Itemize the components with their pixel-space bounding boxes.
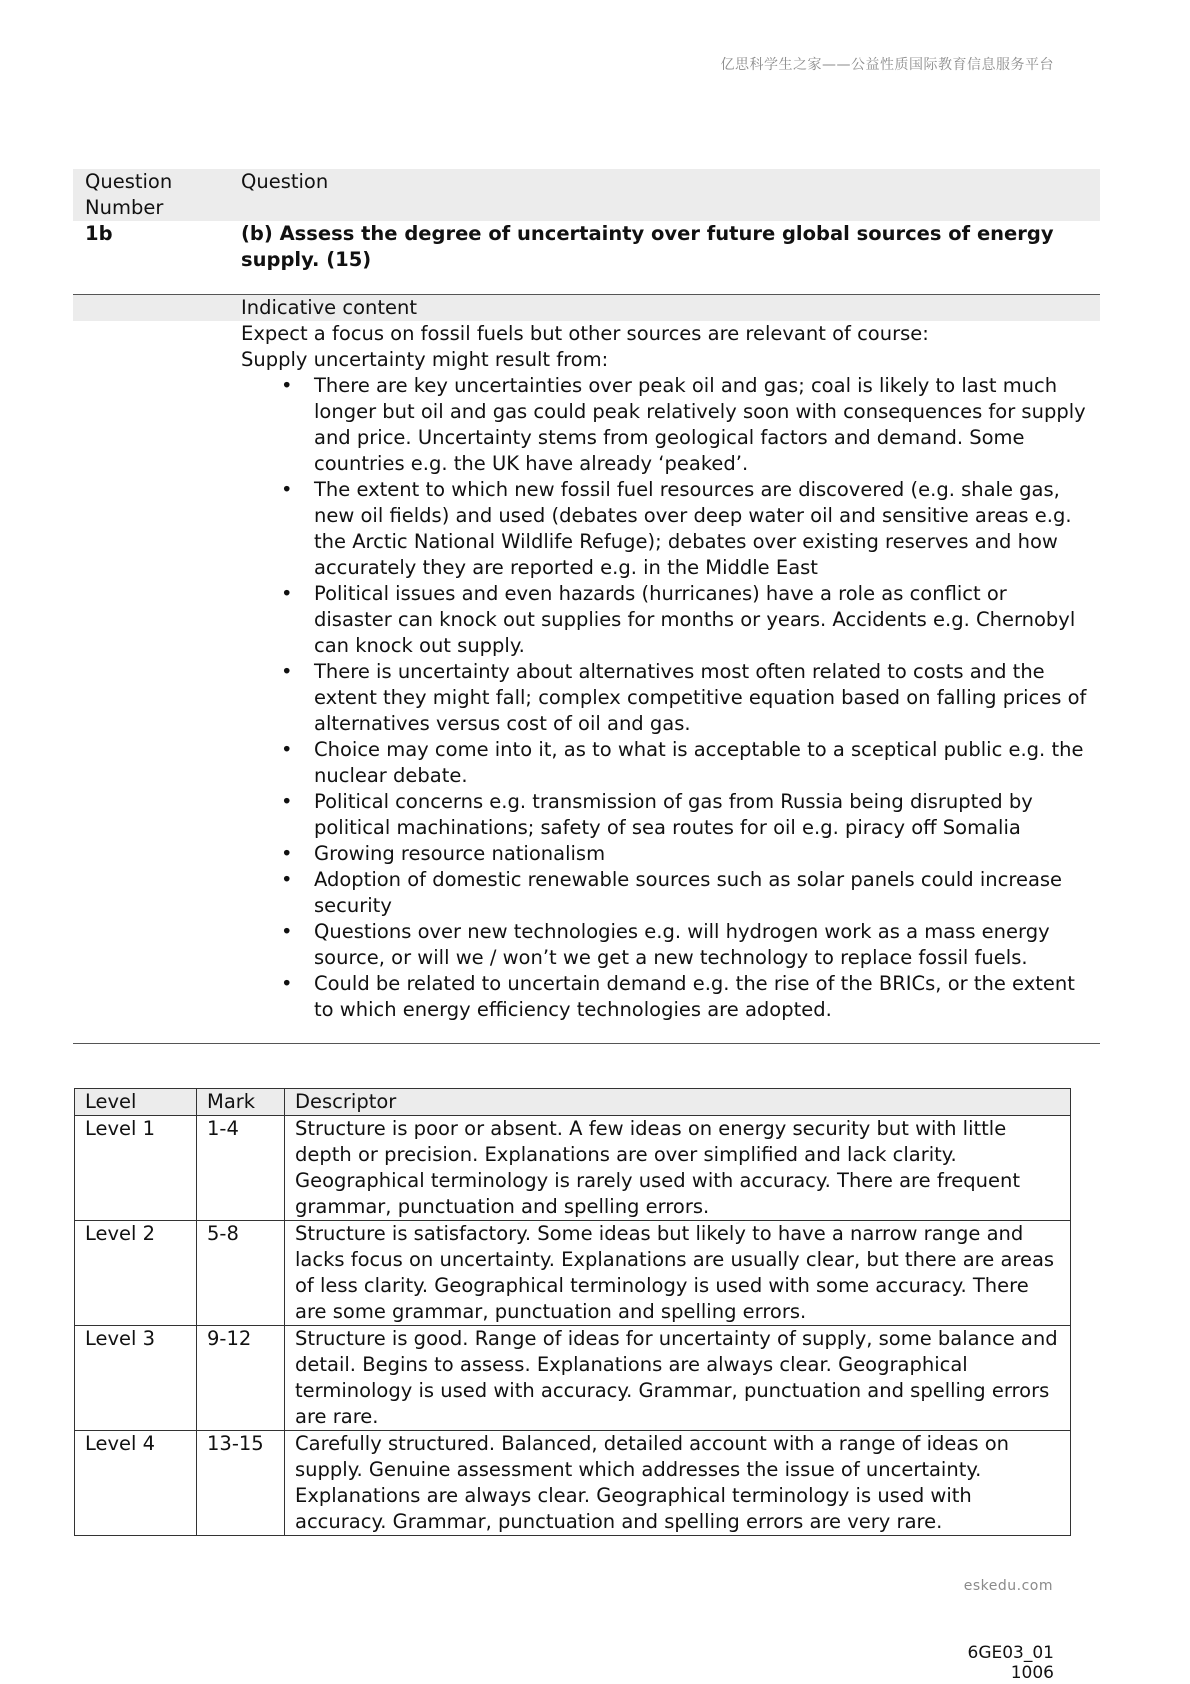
bullet-icon: • [281,842,293,865]
list-item: • Political concerns e.g. transmission of gas from Russia being disrupted by political machinations; safety of sea routes for oil e.g. piracy off Somalia [281,790,1033,839]
table-row [75,1431,1071,1536]
mark-cell: 9-12 [197,1326,285,1431]
mark-cell: 5-8 [197,1221,285,1326]
question-table [73,169,1100,1044]
bullet-icon: • [281,920,293,943]
footer-site-text: eskedu.com [963,1578,1053,1594]
question-number-header: Question Number [85,170,173,219]
table-row [75,1326,1071,1431]
list-item: • The extent to which new fossil fuel resources are discovered (e.g. shale gas, new oil fields) and used (debates over deep water oil and sensitive areas e.g. the Arctic National Wildlife Refuge); debates over existing reserves and how accurately they are reported e.g. in the Middle East [281,478,1072,579]
intro-line: Expect a focus on fossil fuels but other sources are relevant of course: [241,322,929,345]
bullet-icon: • [281,972,293,995]
bullet-icon: • [281,738,293,761]
level-cell: Level 1 [75,1116,197,1221]
list-item: • Could be related to uncertain demand e.g. the rise of the BRICs, or the extent to which energy efficiency technologies are adopted. [281,972,1075,1021]
descriptor-column-header: Descriptor [285,1089,1071,1116]
mark-cell: 1-4 [197,1116,285,1221]
level-cell: Level 4 [75,1431,197,1536]
question-header-row [73,169,1100,221]
level-column-header: Level [75,1089,197,1116]
table-row [75,1221,1071,1326]
question-text: (b) Assess the degree of uncertainty over future global sources of energy supply. (15) [241,222,1054,271]
bullet-icon: • [281,582,293,605]
bullet-icon: • [281,868,293,891]
paper-code: 6GE03_01 [967,1643,1054,1663]
list-item: • Political issues and even hazards (hurricanes) have a role as conflict or disaster can knock out supplies for months or years. Accidents e.g. Chernobyl can knock out supply. [281,582,1076,657]
list-item: • There is uncertainty about alternatives most often related to costs and the extent they might fall; complex competitive equation based on falling prices of alternatives versus cost of oil and gas. [281,660,1087,735]
intro-line: Supply uncertainty might result from: [241,348,609,371]
mark-column-header: Mark [197,1089,285,1116]
descriptor-cell: Structure is good. Range of ideas for uncertainty of supply, some balance and detail. Begins to assess. Explanations are always clear. Geographical terminology is used with accuracy. Grammar, punctuation and spelling errors are rare. [285,1326,1071,1431]
descriptor-cell: Structure is poor or absent. A few ideas on energy security but with little depth or precision. Explanations are over simplified and lack clarity. Geographical terminology is rarely used with accuracy. There are frequent grammar, punctuation and spelling errors. [285,1116,1071,1221]
list-item: • Questions over new technologies e.g. will hydrogen work as a mass energy source, or will we / won’t we get a new technology to replace fossil fuels. [281,920,1050,969]
level-cell: Level 2 [75,1221,197,1326]
level-descriptor-table [74,1088,1071,1536]
indicative-content-label: Indicative content [241,296,418,319]
paper-date: 1006 [1010,1663,1054,1683]
list-item: • Choice may come into it, as to what is acceptable to a sceptical public e.g. the nuclear debate. [281,738,1084,787]
descriptor-cell: Carefully structured. Balanced, detailed account with a range of ideas on supply. Genuine assessment which addresses the issue of uncertainty. Explanations are always clear. Geographical terminology is used with accuracy. Grammar, punctuation and spelling errors are very rare. [285,1431,1071,1536]
question-header: Question [241,170,329,193]
bullet-icon: • [281,660,293,683]
indicative-bullet-list [241,373,1090,1023]
bullet-icon: • [281,374,293,397]
list-item: • Adoption of domestic renewable sources such as solar panels could increase security [281,868,1063,917]
footer-paper-code [968,1643,1055,1683]
bullet-icon: • [281,478,293,501]
level-cell: Level 3 [75,1326,197,1431]
header-watermark-text: 亿思科学生之家——公益性质国际教育信息服务平台 [720,57,1054,73]
question-number: 1b [85,222,113,245]
indicative-content-header-row [73,295,1100,321]
list-item: • Growing resource nationalism [281,842,606,865]
list-item: • There are key uncertainties over peak oil and gas; coal is likely to last much longer but oil and gas could peak relatively soon with consequences for supply and price. Uncertainty stems from geological factors and demand. Some countries e.g. the UK have already ‘peaked’. [281,374,1086,475]
question-row [73,221,1100,273]
descriptor-cell: Structure is satisfactory. Some ideas but likely to have a narrow range and lacks focus on uncertainty. Explanations are usually clear, but there are areas of less clarity. Geographical terminology is used with some accuracy. There are some grammar, punctuation and spelling errors. [285,1221,1071,1326]
mark-cell: 13-15 [197,1431,285,1536]
table-header-row [75,1089,1071,1116]
indicative-content-row [73,321,1100,1023]
bullet-icon: • [281,790,293,813]
table-row [75,1116,1071,1221]
